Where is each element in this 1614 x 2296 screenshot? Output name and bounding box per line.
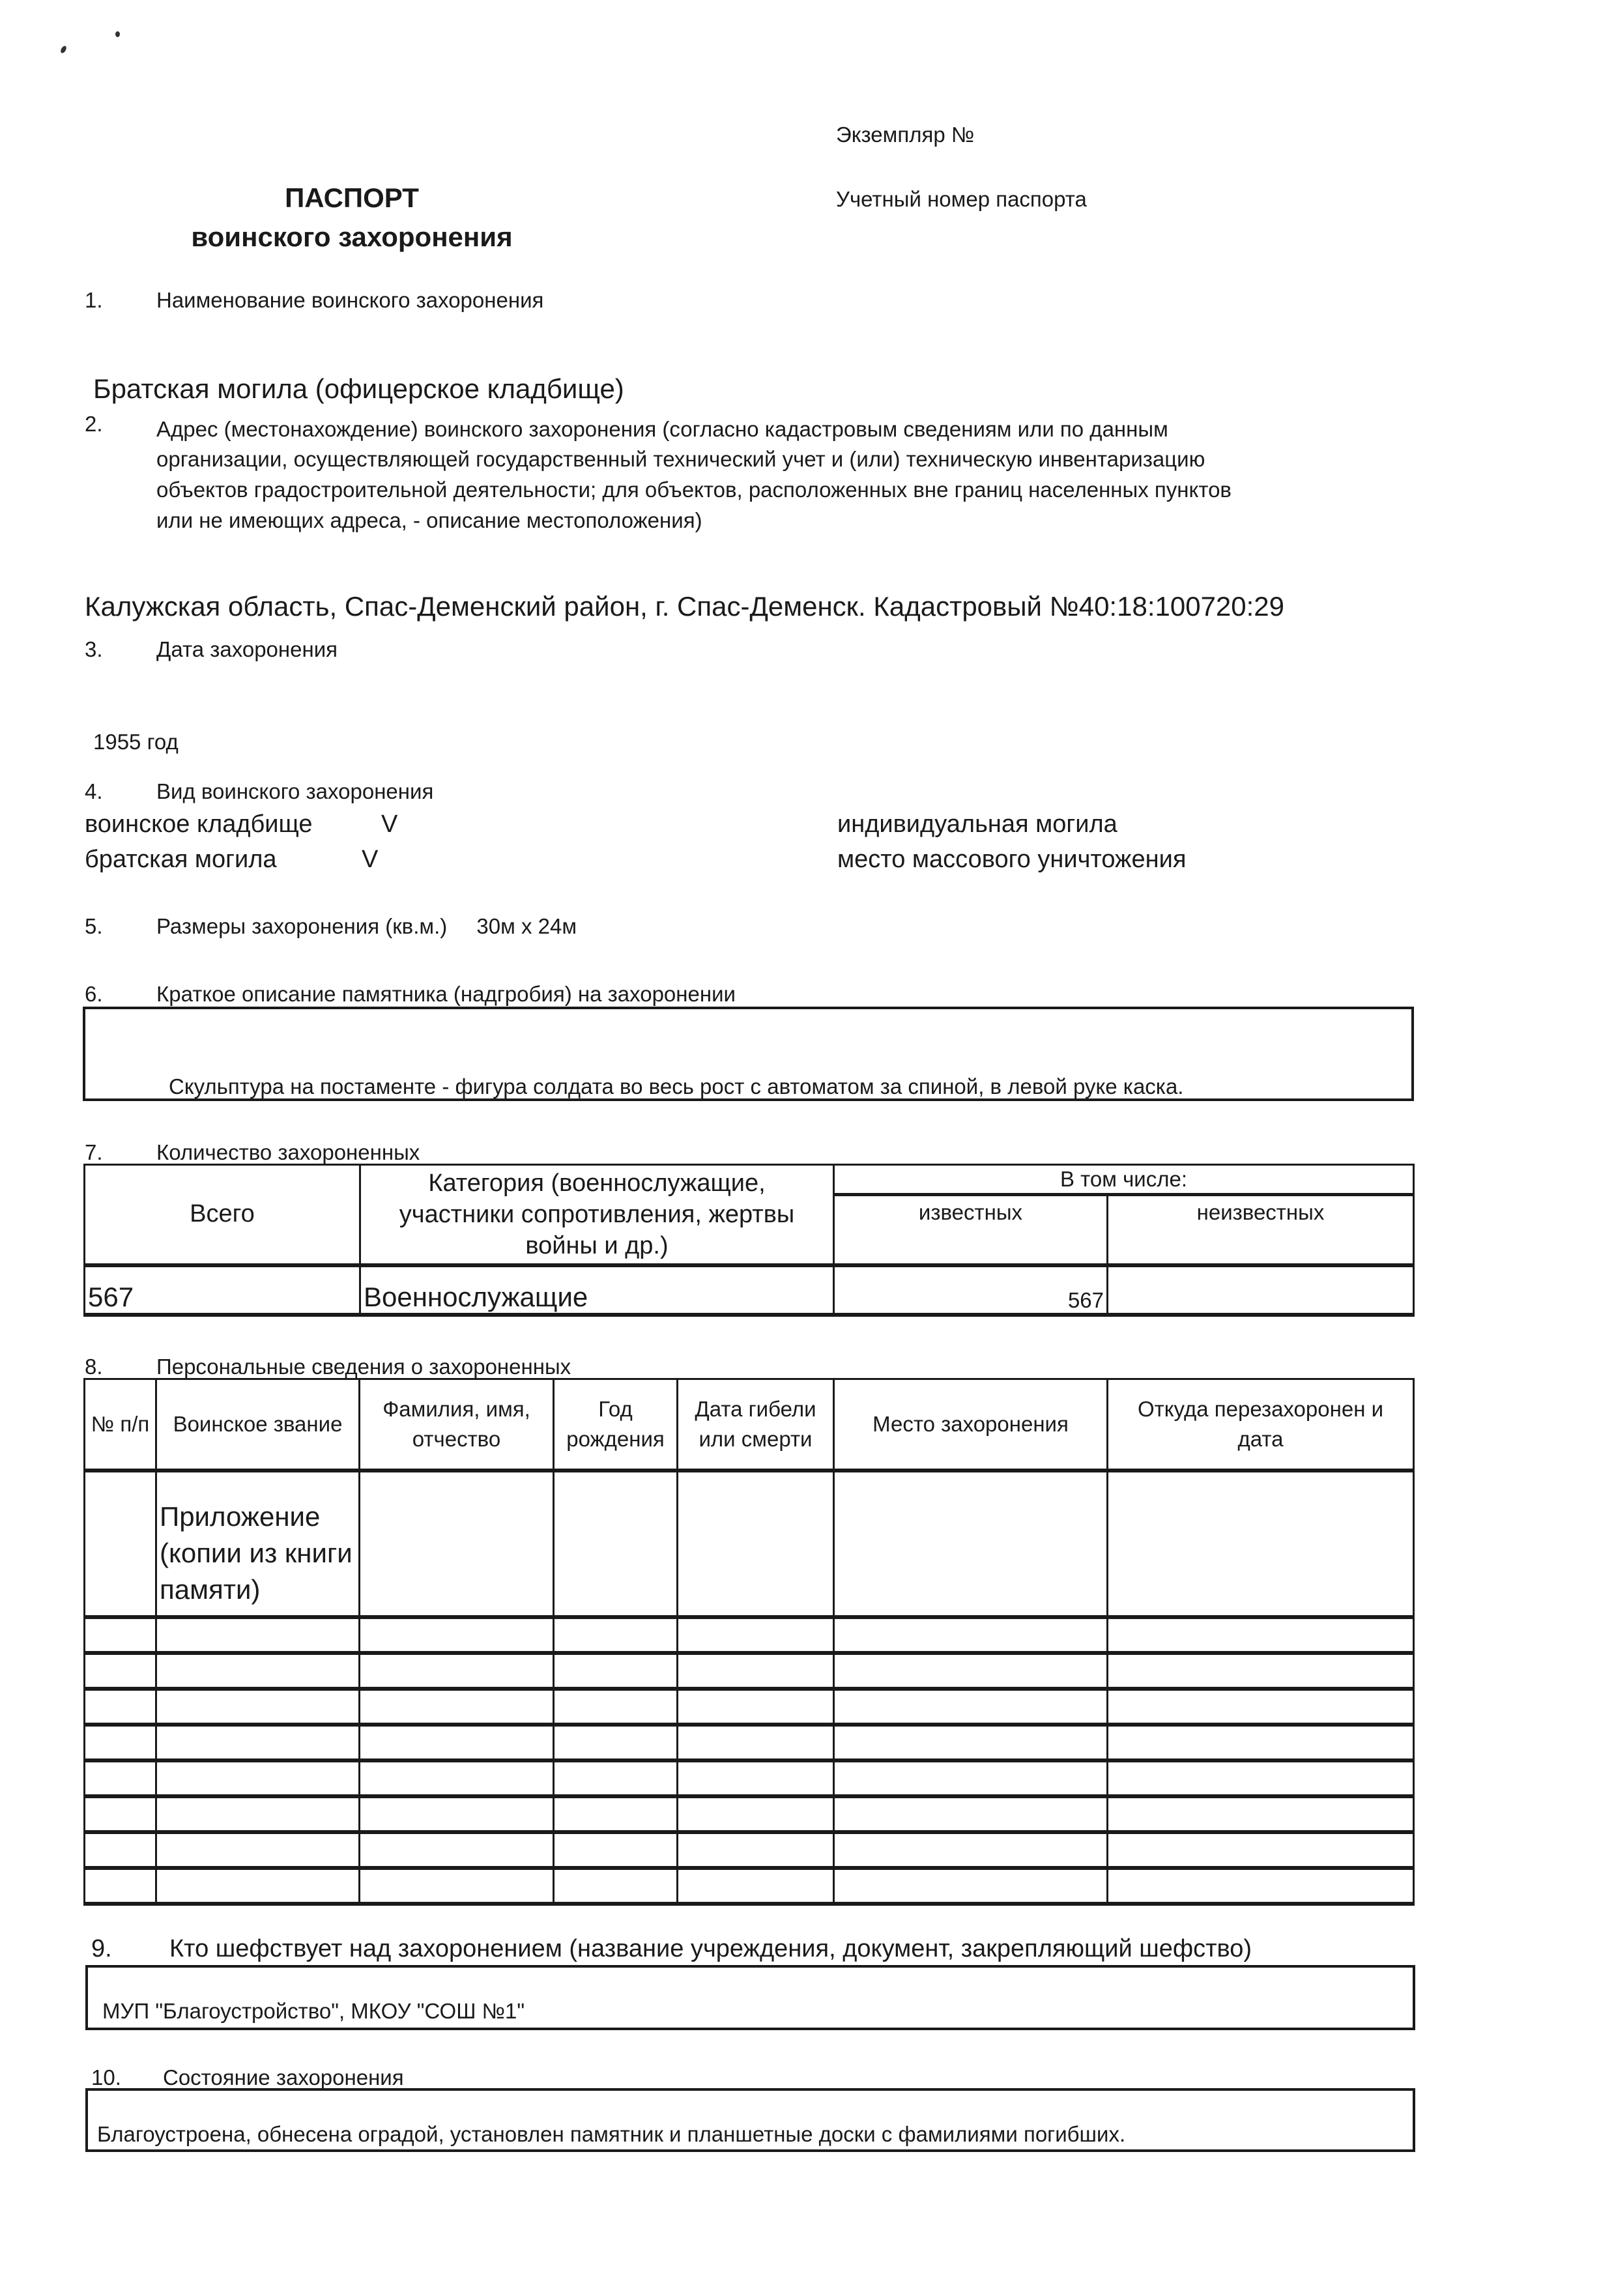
section-4-heading [85, 779, 433, 804]
scan-mark [115, 31, 120, 37]
section-number: 1. [85, 288, 103, 312]
header-rank: Воинское звание [156, 1379, 360, 1471]
table-cell [85, 1868, 156, 1904]
section-3-heading [85, 637, 338, 662]
table-cell [1108, 1653, 1414, 1689]
table-cell [360, 1617, 554, 1653]
table-cell [678, 1796, 834, 1832]
table-cell [156, 1725, 360, 1760]
header-birth-year: Год рождения [554, 1379, 678, 1471]
section-2-label-line: организации, осуществляющей государственный технический учет и (или) техническую инвентаризацию [156, 447, 1205, 471]
table-cell [156, 1796, 360, 1832]
table-cell [85, 1617, 156, 1653]
empty-rows [85, 1617, 1414, 1904]
table-cell [834, 1471, 1108, 1617]
burial-type-option: место массового уничтожения [837, 846, 1187, 873]
copy-number-label: Экземпляр № [836, 122, 975, 147]
header-total: Всего [85, 1165, 360, 1265]
table-cell [678, 1689, 834, 1725]
personal-info-table [83, 1378, 1415, 1906]
table-cell [834, 1689, 1108, 1725]
condition-box [85, 2088, 1415, 2152]
table-row [85, 1725, 1414, 1760]
table-row [85, 1832, 1414, 1868]
table-cell [360, 1725, 554, 1760]
header-burial-place: Место захоронения [834, 1379, 1108, 1471]
section-1-heading [85, 288, 543, 313]
section-6-heading [85, 982, 736, 1007]
section-10-heading [91, 2065, 404, 2090]
table-cell [1108, 1796, 1414, 1832]
table-cell [834, 1832, 1108, 1868]
section-2-label-line: или не имеющих адреса, - описание местоположения) [156, 508, 702, 532]
option-label: братская могила [85, 846, 277, 873]
burial-size-value: 30м х 24м [476, 914, 577, 938]
header-category: Категория (военнослужащие, участники сопротивления, жертвы войны и др.) [360, 1165, 834, 1265]
section-number: 3. [85, 637, 103, 661]
section-5-heading [85, 914, 577, 939]
table-cell [360, 1471, 554, 1617]
header-full-name: Фамилия, имя, отчество [360, 1379, 554, 1471]
header-known: известных [834, 1195, 1108, 1265]
table-cell [85, 1653, 156, 1689]
unknown-count-cell [1108, 1265, 1414, 1315]
table-cell [678, 1832, 834, 1868]
table-cell [156, 1617, 360, 1653]
table-cell [678, 1760, 834, 1796]
table-cell [678, 1653, 834, 1689]
total-count-cell: 567 [85, 1265, 360, 1315]
table-row [85, 1760, 1414, 1796]
table-cell [678, 1868, 834, 1904]
table-cell [834, 1796, 1108, 1832]
table-cell [156, 1868, 360, 1904]
table-cell [554, 1725, 678, 1760]
table-cell [85, 1689, 156, 1725]
section-2-label-line: объектов градостроительной деятельности; для объектов, расположенных вне границ населенных пунктов [156, 478, 1232, 502]
table-cell [360, 1796, 554, 1832]
scan-mark [59, 45, 67, 54]
category-cell: Военнослужащие [360, 1265, 834, 1315]
monument-description-box [83, 1007, 1414, 1101]
table-cell [554, 1832, 678, 1868]
header-reburial-origin: Откуда перезахоронен и дата [1108, 1379, 1414, 1471]
section-7-heading [85, 1140, 420, 1165]
table-cell [360, 1760, 554, 1796]
table-cell [678, 1725, 834, 1760]
table-row [85, 1265, 1414, 1315]
section-number: 7. [85, 1140, 103, 1164]
table-cell [834, 1653, 1108, 1689]
section-number: 9. [91, 1935, 112, 1962]
table-cell [360, 1689, 554, 1725]
section-2-number: 2. [85, 412, 103, 436]
section-number: 8. [85, 1355, 103, 1379]
table-cell [360, 1653, 554, 1689]
table-cell [554, 1653, 678, 1689]
table-row [85, 1617, 1414, 1653]
section-label: Размеры захоронения (кв.м.) [156, 914, 448, 938]
table-cell [156, 1760, 360, 1796]
table-row [85, 1796, 1414, 1832]
burial-type-option: индивидуальная могила [837, 811, 1117, 838]
table-cell [1108, 1689, 1414, 1725]
page-title: ПАСПОРТ [285, 182, 419, 213]
table-cell [834, 1868, 1108, 1904]
table-cell [554, 1689, 678, 1725]
section-label: Вид воинского захоронения [156, 779, 434, 803]
table-cell [156, 1653, 360, 1689]
table-cell [554, 1796, 678, 1832]
table-cell [554, 1471, 678, 1617]
table-cell [554, 1760, 678, 1796]
table-cell [85, 1760, 156, 1796]
patronage-value: МУП "Благоустройство", МКОУ "СОШ №1" [102, 1999, 525, 2023]
table-row [85, 1689, 1414, 1725]
section-label: Дата захоронения [156, 637, 338, 661]
section-number: 10. [91, 2065, 121, 2089]
section-2-label-line: Адрес (местонахождение) воинского захоронения (согласно кадастровым сведениям или по данным [156, 417, 1168, 441]
option-label: воинское кладбище [85, 811, 313, 838]
table-cell [1108, 1617, 1414, 1653]
table-cell [678, 1471, 834, 1617]
section-number: 5. [85, 914, 103, 938]
section-label: Краткое описание памятника (надгробия) на захоронении [156, 982, 736, 1006]
table-cell [834, 1617, 1108, 1653]
header-including: В том числе: [834, 1165, 1414, 1195]
section-label: Персональные сведения о захороненных [156, 1355, 571, 1379]
address-value: Калужская область, Спас-Деменский район, г. Спас-Деменск. Кадастровый №40:18:100720:29 [85, 591, 1285, 622]
section-label: Количество захороненных [156, 1140, 420, 1164]
table-row [85, 1868, 1414, 1904]
table-cell [834, 1725, 1108, 1760]
section-number: 6. [85, 982, 103, 1006]
section-8-heading [85, 1355, 571, 1379]
table-row [85, 1653, 1414, 1689]
table-cell [678, 1617, 834, 1653]
table-cell [1108, 1832, 1414, 1868]
table-cell [156, 1832, 360, 1868]
burial-date-value: 1955 год [93, 730, 179, 754]
section-9-heading [91, 1935, 1252, 1963]
burial-type-option [85, 846, 379, 874]
section-number: 4. [85, 779, 103, 803]
section-label: Наименование воинского захоронения [156, 288, 544, 312]
account-number-label: Учетный номер паспорта [836, 187, 1087, 211]
table-cell [85, 1725, 156, 1760]
table-cell [554, 1868, 678, 1904]
table-cell [1108, 1725, 1414, 1760]
burial-name-value: Братская могила (офицерское кладбище) [93, 373, 624, 404]
section-label: Кто шефствует над захоронением (название учреждения, документ, закрепляющий шефство) [169, 1935, 1252, 1962]
table-cell [85, 1832, 156, 1868]
table-cell [156, 1689, 360, 1725]
checkmark: V [362, 846, 379, 873]
burial-type-option [85, 811, 398, 839]
table-cell [834, 1760, 1108, 1796]
section-label: Состояние захоронения [163, 2065, 404, 2089]
header-death-date: Дата гибели или смерти [678, 1379, 834, 1471]
table-cell [1108, 1868, 1414, 1904]
table-cell [360, 1832, 554, 1868]
header-number: № п/п [85, 1379, 156, 1471]
table-row [85, 1471, 1414, 1617]
table-cell [85, 1471, 156, 1617]
table-cell [85, 1796, 156, 1832]
monument-description-value: Скульптура на постаменте - фигура солдата во весь рост с автоматом за спиной, в левой руке каска. [169, 1074, 1184, 1098]
table-cell [1108, 1760, 1414, 1796]
patronage-box [85, 1965, 1415, 2030]
table-cell [1108, 1471, 1414, 1617]
page-subtitle: воинского захоронения [191, 222, 513, 252]
header-unknown: неизвестных [1108, 1195, 1414, 1265]
table-cell [360, 1868, 554, 1904]
appendix-note: Приложение (копии из книги памяти) [156, 1471, 360, 1617]
checkmark: V [381, 811, 398, 838]
known-count-cell: 567 [834, 1265, 1108, 1315]
burial-count-table [83, 1164, 1415, 1317]
condition-value: Благоустроена, обнесена оградой, установлен памятник и планшетные доски с фамилиями погибших. [97, 2122, 1126, 2146]
table-cell [554, 1617, 678, 1653]
